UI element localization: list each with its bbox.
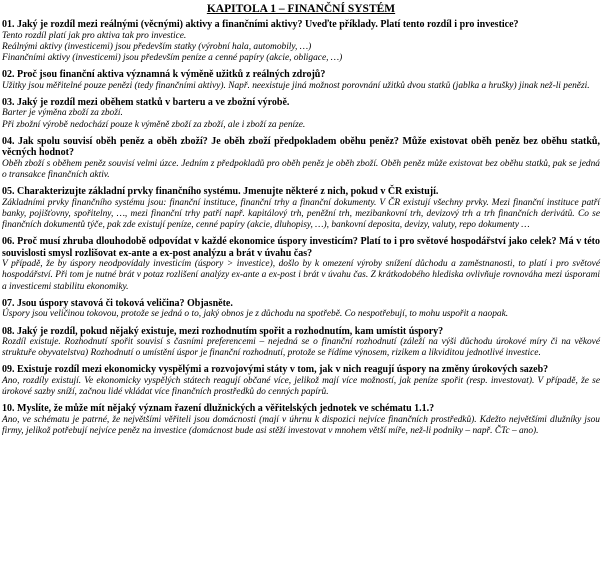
question-text: 05. Charakterizujte základní prvky finančního systému. Jmenujte některé z nich, pokud v ČR existují. — [2, 186, 439, 198]
question-text: 06. Proč musí zhruba dlouhodobě odpovídat v každé ekonomice úspory investicím? Platí to i pro světové hospodářství jako celek? Má v této souvislosti smysl rozlišovat ex-ante a ex-post analýzu a brát v úvahu čas? — [2, 236, 600, 259]
answer-line: Tento rozdíl platí jak pro aktiva tak pro investice. — [2, 30, 187, 41]
answer-text — [2, 309, 600, 320]
answer-line: Oběh zboží s oběhem peněz souvisí velmi úzce. Jedním z předpokladů pro oběh peněz je oběh zboží. Oběh peněz může existovat bez oběhu statků, pak se jedná o transakce finančních aktiv. — [2, 158, 600, 180]
answer-line: Reálnými aktivy (investicemi) jsou především statky (výrobní hala, automobily, …) — [2, 41, 312, 52]
question-text: 09. Existuje rozdíl mezi ekonomicky vyspělými a rozvojovými státy v tom, jak v nich reagují úspory na změny úrokových sazeb? — [2, 364, 549, 376]
question-block — [2, 403, 600, 437]
answer-line: Užitky jsou měřitelné pouze penězi (tedy finančními aktivy). Např. neexistuje jiná možnost porovnání užitků dvou statků (jablka a hrušky) jinak než-li penězi. — [2, 80, 590, 91]
answer-line: Rozdíl existuje. Rozhodnutí spořit souvisí s časními preferencemi – nejedná se o finanční rozhodnutí (záleží na výši důchodu úrokové míry či na věkové struktuře obyvatelstva) Rozhodnutí o umístění úspor je finanční rozhodnutí, protože se řídíme výnosem, rizikem a likviditou jednotlivé investice. — [2, 337, 600, 359]
answer-line: V případě, že by úspory neodpovídaly investicím (úspory > investice), došlo by k omezení výroby snížení důchodu a zaměstnanosti, to platí i pro světové hospodářství. Při tom je nutné brát v potaz rozlišení analýzy ex-ante a ex-post i brát v úvahu čas. Z krátkodobého hlediska ovlivňuje rovnováha mezi úsporami a investicemi stabilitu ekonomiky. — [2, 259, 600, 292]
question-block — [2, 326, 600, 360]
question-list — [2, 19, 600, 437]
answer-line: Finančními aktivy (investicemi) jsou především peníze a cenné papíry (akcie, obligace, …) — [2, 52, 343, 63]
question-block — [2, 298, 600, 321]
answer-line: Úspory jsou veličinou tokovou, protože se jedná o to, jaký obnos je z důchodu na spotřebě. Co nespotřebují, to mohu uspořit a naopak. — [2, 309, 509, 320]
question-block — [2, 136, 600, 181]
question-block — [2, 364, 600, 398]
answer-line: Ano, ve schématu je patrné, že největšími věřiteli jsou domácnosti (mají v úhrnu k dispozici nejvíce finančních prostředků). Kdežto největšími dlužníky jsou firmy, jelikož potřebují nejvíce peněz na investice (domácnost bude asi stěží investovat v mnohem větší míře, než-li podniky – např. ČTc – ano). — [2, 414, 600, 437]
question-text: 04. Jak spolu souvisí oběh peněz a oběh zboží? Je oběh zboží předpokladem oběhu peněz? Může existovat oběh peněz bez oběhu statků, věcných hodnot? — [2, 135, 600, 159]
answer-text — [2, 81, 600, 92]
answer-text — [2, 159, 600, 181]
chapter-title: KAPITOLA 1 – FINANČNÍ SYSTÉM — [206, 3, 396, 15]
question-text: 08. Jaký je rozdíl, pokud nějaký existuje, mezi rozhodnutím spořit a rozhodnutím, kam umístit úspory? — [2, 325, 444, 337]
answer-text — [2, 337, 600, 359]
answer-line: Barter je výměna zboží za zboží. — [2, 108, 123, 119]
question-text: 10. Myslíte, že může mít nějaký význam řazení dlužnických a věřitelských jednotek ve schématu 1.1.? — [2, 403, 435, 415]
answer-text — [2, 198, 600, 232]
question-text: 01. Jaký je rozdíl mezi reálnými (věcnými) aktivy a finančními aktivy? Uveďte příklady. Platí tento rozdíl i pro investice? — [2, 19, 519, 30]
answer-text — [2, 31, 600, 65]
answer-line: Základními prvky finančního systému jsou: finanční instituce, finanční trhy a finanční dokumenty. V ČR existují všechny prvky. Mezi finanční instituce patří banky, pojišťovny, spořitelny, …, mezi finanční trhy patří např. kapitálový trh, peněžní trh, mezibankovní trh, devizový trh a trh finančních derivátů. Co se finančních dokumentů týče, pak zde existují peníze, cenné papíry (akcie, dluhopisy, …), bankovní deposita, devizy, valuty, repo dokumenty … — [2, 197, 600, 231]
answer-line: Při zbožní výrobě nedochází pouze k výměně zboží za zboží, ale i zboží za peníze. — [2, 119, 306, 130]
answer-text — [2, 376, 600, 398]
question-block — [2, 69, 600, 92]
answer-line: Ano, rozdíly existují. Ve ekonomicky vyspělých státech reagují občané více, jelikož mají více možností, jak peníze spořit (resp. investovat). V případě, že se úrokové sazby sníží, začnou lidé vkládat více finančních prostředků do cenných papírů. — [2, 375, 600, 398]
answer-text — [2, 108, 600, 130]
question-text: 02. Proč jsou finanční aktiva významná k výměně užitků z reálných zdrojů? — [2, 69, 326, 81]
question-block — [2, 19, 600, 64]
question-block — [2, 97, 600, 131]
question-text: 03. Jaký je rozdíl mezi oběhem statků v barteru a ve zbožní výrobě. — [2, 96, 290, 108]
question-text: 07. Jsou úspory stavová či toková veličina? Objasněte. — [2, 297, 233, 309]
question-block — [2, 186, 600, 231]
question-block — [2, 236, 600, 293]
answer-text — [2, 259, 600, 293]
answer-text — [2, 415, 600, 437]
